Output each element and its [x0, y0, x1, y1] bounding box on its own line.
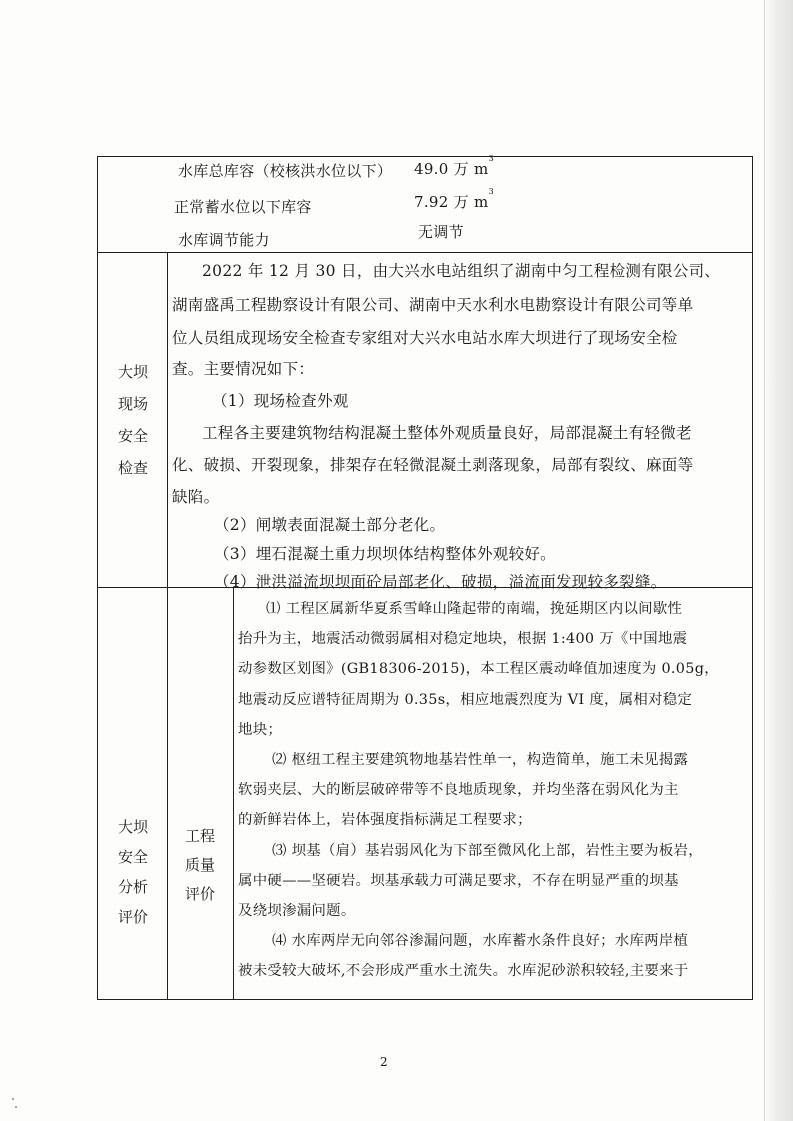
paragraph-line: 湖南盛禹工程勘察设计有限公司、湖南中天水利水电勘察设计有限公司等单 [172, 296, 694, 314]
paragraph-line: 化、破损、开裂现象，排架存在轻微混凝土剥落现象，局部有裂纹、麻面等 [172, 456, 694, 474]
quality-evaluation-label: 工程 质量 评价 [184, 827, 215, 903]
paragraph-line: ⑷ 水库两岸无向邻谷渗漏问题，水库蓄水条件良好；水库两岸植 [272, 933, 689, 950]
paragraph-line: ⑶ 坝基（肩）基岩弱风化为下部至微风化上部，岩性主要为板岩， [272, 842, 703, 859]
paragraph-line: （4）泄洪溢流坝坝面砼局部老化、破损，溢流面发现较多裂缝。 [214, 573, 667, 591]
normal-storage-label: 正常蓄水位以下库容 [174, 198, 312, 216]
page-number: 2 [380, 1055, 388, 1069]
safety-analysis-label: 大坝 安全 分析 评价 [117, 818, 148, 926]
paragraph-line: 软弱夹层、大的断层破碎带等不良地质现象，并均坐落在弱风化为主 [238, 782, 679, 799]
paragraph-line: 属中硬——坚硬岩。坝基承载力可满足要求，不存在明显严重的坝基 [238, 872, 679, 889]
site-inspection-label: 大坝 现场 安全 检查 [117, 363, 148, 477]
paragraph-line: （2）闸墩表面混凝土部分老化。 [214, 516, 446, 534]
paragraph-line: 工程各主要建筑物结构混凝土整体外观质量良好，局部混凝土有轻微老 [202, 424, 692, 442]
paragraph-line: 地震动反应谱特征周期为 0.35s，相应地震烈度为 VI 度，属相对稳定 [238, 691, 693, 708]
scan-speck [15, 1106, 17, 1108]
paragraph-line: 位人员组成现场安全检查专家组对大兴水电站水库大坝进行了现场安全检 [172, 329, 678, 347]
reservoir-total-value: 49.0 万 $m^3$ [414, 154, 494, 178]
paragraph-line: 及绕坝渗漏问题。 [238, 903, 356, 919]
regulation-capacity-value: 无调节 [418, 223, 464, 241]
scan-fold-line [764, 0, 765, 1121]
paragraph-line: 动参数区划图》(GB18306-2015)，本工程区震动峰值加速度为 0.05g， [238, 661, 719, 678]
paragraph-line: 缺陷。 [172, 488, 220, 506]
paragraph-line: 抬升为主，地震活动微弱属相对稳定地块，根据 1:400 万《中国地震 [238, 631, 688, 648]
paragraph-line: 被未受较大破坏,不会形成严重水土流失。水库泥砂淤积较轻,主要来于 [238, 963, 689, 980]
reservoir-total-label: 水库总库容（校核洪水位以下） [178, 162, 393, 180]
normal-storage-value: 7.92 万 $m^3$ [414, 187, 494, 211]
paragraph-line: ⑴ 工程区属新华夏系雪峰山隆起带的南端，挽延期区内以间歇性 [266, 601, 683, 617]
paragraph-line: 的新鲜岩体上，岩体强度指标满足工程要求； [238, 812, 532, 829]
subheading-line: （1）现场检查外观 [212, 392, 349, 410]
paragraph-line: （3）埋石混凝土重力坝坝体结构整体外观较好。 [214, 545, 556, 563]
paragraph-line: ⑵ 枢纽工程主要建筑物地基岩性单一，构造简单，施工未见揭露 [272, 752, 689, 768]
scan-shadow-edge [765, 0, 793, 1121]
paragraph-line: 查。主要情况如下： [172, 360, 315, 378]
paragraph-line: 2022 年 12 月 30 日，由大兴水电站组织了湖南中匀工程检测有限公司、 [202, 262, 721, 280]
paragraph-line: 地块； [238, 721, 283, 738]
scan-speck [12, 1098, 14, 1100]
regulation-capacity-label: 水库调节能力 [178, 231, 270, 249]
